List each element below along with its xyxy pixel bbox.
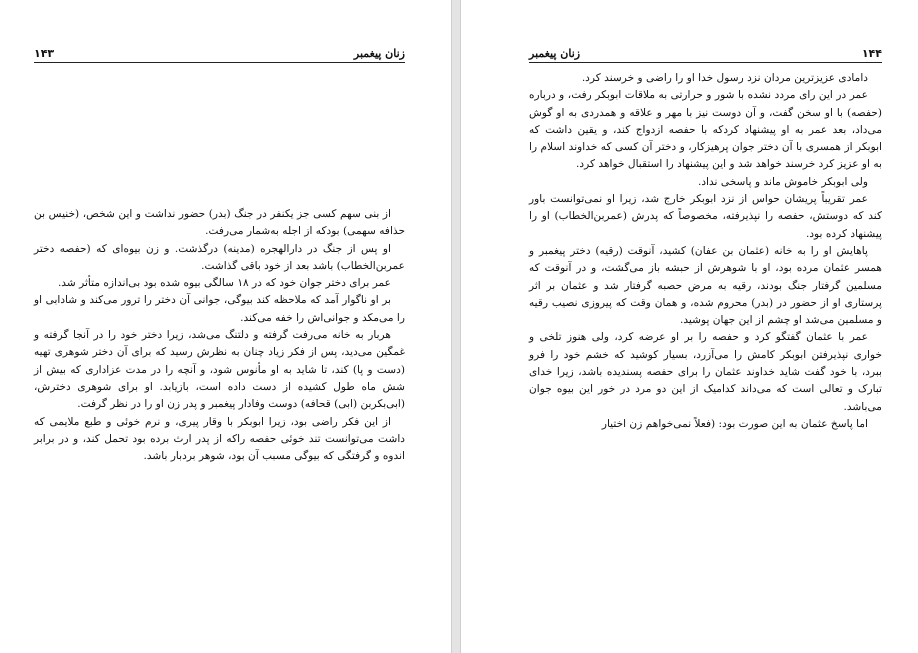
right-page-number: ۱۴۴ bbox=[861, 47, 882, 60]
right-page-header bbox=[529, 44, 882, 63]
right-page bbox=[460, 0, 918, 653]
paragraph: پاهایش او را به خانه (عثمان بن عفان) کشید، آنوقت (رقیه) دختر پیغمبر و همسر عثمان مرده بود، او با شوهرش از حبشه باز می‌گشت، و در آنوقت که مسلمین گرفتار جنگ بودند، رقیه به مرض حصبه گرفتار شد و عثمان بر اثر پرستاری او از حضور در (بدر) محروم شده، و همان وقت که پیروزی نصیب رقیه و مسلمین می‌شد او چشم از این جهان پوشید. bbox=[529, 244, 882, 327]
left-page-number: ۱۴۳ bbox=[34, 47, 55, 60]
paragraph: هربار به خانه می‌رفت گرفته و دلتنگ می‌شد، زیرا دختر خود را در آنجا گرفته و غمگین می‌دید، پس از فکر زیاد چنان به نظرش رسید که برای آن دختر شوهری تهیه (دست و پا) کند، تا شاید به او مأنوس شود، و آنچه را در مدت عزاداری که بیش از شش ماه طول کشیده از دست داده است، بازیابد. او برای شوهری دخترش، (ابی‌بکربن (ابی) قحافه) دوست وفادار پیغمبر و پدر زن او را در نظر گرفت. bbox=[34, 329, 405, 411]
paragraph: بر او ناگوار آمد که ملاحظه کند بیوگی، جوانی آن دختر را ترور می‌کند و شادابی او را می‌مکد و جوانی‌اش را خفه می‌کند. bbox=[34, 294, 405, 324]
right-running-title: زنان پیغمبر bbox=[529, 47, 581, 60]
left-page bbox=[0, 0, 452, 653]
paragraph: عمر در این رای مردد نشده با شور و حرارتی به ملاقات ابوبکر رفت، و درباره (حفصه) با او سخن گفت، و آن دوست نیز با مهر و علاقه و همدردی به او گوش می‌داد، بعد عمر به او پیشنهاد کردکه با حفصه ازدواج کند، و یقین داشت که ابوبکر از همسری با آن دختر جوان پرهیزکار، و دختر آن کسی که خداوند اسلام را به او عزیز کرد خرسند خواهد شد و این پیشنهاد را استقبال خواهد کرد. bbox=[529, 89, 882, 171]
left-running-title: زنان پیغمبر bbox=[353, 47, 405, 60]
left-page-header bbox=[34, 44, 405, 63]
right-page-body bbox=[529, 70, 882, 433]
paragraph: از این فکر راضی بود، زیرا ابوبکر با وقار پیری، و نرم خوئی و طبع ملایمی که داشت می‌توانست تند خوئی حفصه راکه از پدر ارث برده بود تحمل کند، و در برابر اندوه و گرفتگی که بیوگی مسبب آن بود، شوهر بردبار باشد. bbox=[34, 415, 405, 463]
paragraph: او پس از جنگ در دارالهجره (مدینه) درگذشت. و زن بیوه‌ای که (حفصه دختر عمربن‌الخطاب) باشد بعد از خود باقی گذاشت. bbox=[34, 242, 405, 272]
left-page-body bbox=[34, 206, 405, 465]
paragraph: اما پاسخ عثمان به این صورت بود: (فعلاً نمی‌خواهم زن اختیار bbox=[601, 417, 868, 430]
paragraph: دامادی عزیزترین مردان نزد رسول خدا او را راضی و خرسند کرد. bbox=[581, 72, 868, 84]
book-gutter bbox=[452, 0, 460, 653]
paragraph: ولی ابوبکر خاموش ماند و پاسخی نداد. bbox=[697, 175, 868, 188]
paragraph: عمر با عثمان گفتگو کرد و حفصه را بر او عرضه کرد، ولی هنوز تلخی و خواری نپذیرفتن ابوبکر کامش را می‌آزرد، بسیار کوشید که خشم خود را فرو ببرد، با خود گفت شاید خداوند عثمان را برای حفصه پسندیده باشد، زیرا خدای تبارک و تعالی است که می‌داند کدامیک از این دو مرد در خور این بیوه جوان می‌باشد. bbox=[529, 331, 882, 413]
paragraph: عمر برای دختر جوان خود که در ۱۸ سالگی بیوه شده بود بی‌اندازه متأثر شد. bbox=[57, 277, 391, 290]
paragraph: عمر تقریباً پریشان حواس از نزد ابوبکر خارج شد، زیرا او نمی‌توانست باور کند که دوستش، حفصه را نپذیرفته، مخصوصاً که پدرش (عمربن‌الخطاب) او را پیشنهاد کرده بود. bbox=[529, 193, 882, 240]
paragraph: از بنی سهم کسی جز یکنفر در جنگ (بدر) حضور نداشت و این شخص، (خنیس بن حذافه سهمی) بودکه از اجله به‌شمار می‌رفت. bbox=[34, 208, 405, 238]
